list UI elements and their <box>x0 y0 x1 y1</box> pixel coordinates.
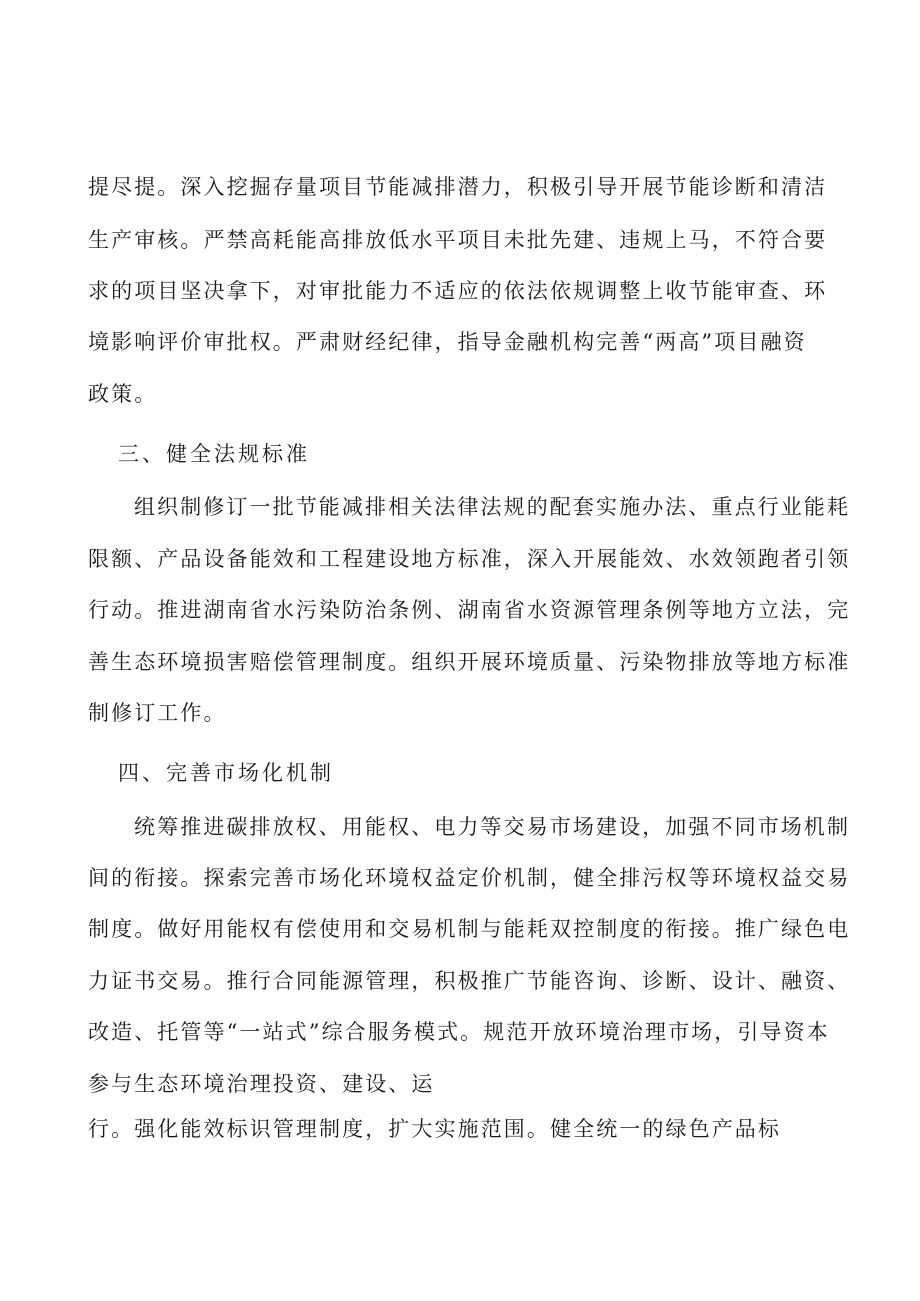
paragraph-line: 限额、产品设备能效和工程建设地方标准，深入开展能效、水效领跑者引领 <box>88 547 851 571</box>
paragraph-line: 提尽提。深入挖掘存量项目节能减排潜力，积极引导开展节能诊断和清洁 <box>88 175 828 199</box>
section-heading: 四、完善市场化机制 <box>118 761 334 785</box>
paragraph-line: 善生态环境损害赔偿管理制度。组织开展环境质量、污染物排放等地方标准 <box>88 650 851 674</box>
paragraph-line: 制修订工作。 <box>88 701 227 725</box>
paragraph-line: 改造、托管等“一站式”综合服务模式。规范开放环境治理市场，引导资本 <box>88 1020 830 1044</box>
paragraph-line: 行动。推进湖南省水污染防治条例、湖南省水资源管理条例等地方立法，完 <box>88 598 851 622</box>
paragraph-line: 统筹推进碳排放权、用能权、电力等交易市场建设，加强不同市场机制 <box>134 815 851 839</box>
paragraph-line: 求的项目坚决拿下，对审批能力不适应的依法依规调整上收节能审查、环 <box>88 279 828 303</box>
paragraph-line: 制度。做好用能权有偿使用和交易机制与能耗双控制度的衔接。推广绿色电 <box>88 917 851 941</box>
paragraph-line: 组织制修订一批节能减排相关法律法规的配套实施办法、重点行业能耗 <box>134 495 851 519</box>
paragraph-line: 参与生态环境治理投资、建设、运 <box>88 1072 435 1096</box>
paragraph-line: 生产审核。严禁高耗能高排放低水平项目未批先建、违规上马，不符合要 <box>88 228 828 252</box>
paragraph-line: 间的衔接。探索完善市场化环境权益定价机制，健全排污权等环境权益交易 <box>88 866 851 890</box>
paragraph-line: 政策。 <box>88 382 158 406</box>
paragraph-line: 力证书交易。推行合同能源管理，积极推广节能咨询、诊断、设计、融资、 <box>88 969 851 993</box>
section-heading: 三、健全法规标准 <box>118 442 310 466</box>
paragraph-line: 行。强化能效标识管理制度，扩大实施范围。健全统一的绿色产品标 <box>88 1117 781 1141</box>
paragraph-line: 境影响评价审批权。严肃财经纪律，指导金融机构完善“两高”项目融资 <box>88 330 807 354</box>
